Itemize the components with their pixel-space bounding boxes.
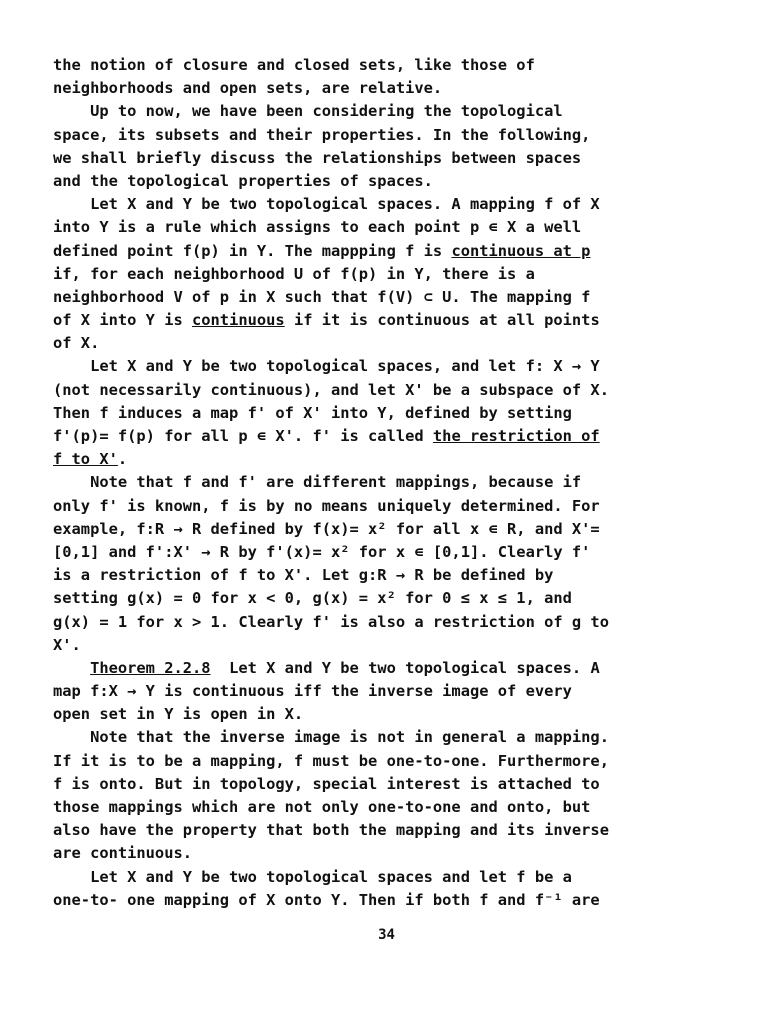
- text-line: [53, 240, 743, 263]
- text-line: [53, 611, 743, 634]
- text-line: [53, 309, 743, 332]
- text-segment: Up to now, we have been considering the topological: [53, 102, 563, 121]
- text-line: [53, 495, 743, 518]
- text-line: [53, 471, 743, 494]
- text-segment: of X into Y is: [53, 311, 192, 330]
- text-segment: [0,1] and f':X' → R by f'(x)= x² for x ∊ [0,1]. Clearly f': [53, 542, 591, 561]
- text-line: [53, 124, 743, 147]
- text-line: [53, 726, 743, 749]
- text-line: [53, 402, 743, 425]
- text-segment: and the topological properties of spaces.: [53, 171, 433, 190]
- text-line: [53, 796, 743, 819]
- text-line: [53, 77, 743, 100]
- text-segment: those mappings which are not only one-to-one and onto, but: [53, 798, 591, 816]
- underlined-term: continuous: [192, 311, 285, 330]
- text-segment: Note that f and f' are different mappings, because if: [53, 473, 582, 492]
- text-line: [53, 773, 743, 796]
- text-segment: (not necessarily continuous), and let X' be a subspace of X.: [53, 380, 609, 399]
- text-segment: the notion of closure and closed sets, like those of: [53, 56, 535, 74]
- text-segment: if it is continuous at all points: [284, 311, 600, 330]
- text-segment: Let X and Y be two topological spaces. A: [210, 658, 600, 677]
- text-segment: defined point f(p) in Y. The mappping f is: [53, 241, 452, 260]
- text-line: [53, 100, 743, 123]
- text-line: [53, 448, 743, 471]
- text-segment: Then f induces a map f' of X' into Y, defined by setting: [53, 403, 572, 422]
- text-line: [53, 332, 743, 355]
- text-segment: f is onto. But in topology, special interest is attached to: [53, 774, 600, 793]
- text-line: [53, 889, 743, 912]
- text-line: [53, 193, 743, 216]
- text-line: [53, 587, 743, 610]
- text-line: [53, 355, 743, 378]
- text-line: [53, 564, 743, 587]
- text-segment: neighborhood V of p in X such that f(V) ⊂ U. The mapping f: [53, 287, 591, 306]
- text-line: [53, 866, 743, 889]
- text-line: [53, 541, 743, 564]
- text-segment: are continuous.: [53, 844, 192, 863]
- text-line: [53, 170, 743, 193]
- text-line: [53, 819, 743, 842]
- text-line: [53, 750, 743, 773]
- underlined-term: Theorem 2.2.8: [90, 658, 211, 677]
- text-segment: is a restriction of f to X'. Let g:R → R be defined by: [53, 566, 554, 585]
- underlined-term: continuous at p: [451, 241, 591, 260]
- text-line: [53, 657, 743, 680]
- text-line: [53, 680, 743, 703]
- text-line: [53, 518, 743, 541]
- text-segment: Let X and Y be two topological spaces and let f be a: [53, 867, 572, 886]
- text-segment: space, its subsets and their properties. In the following,: [53, 125, 591, 144]
- text-segment: f'(p)= f(p) for all p ∊ X'. f' is called: [53, 427, 433, 445]
- text-line: [53, 216, 743, 239]
- text-line: [53, 703, 743, 726]
- text-segment: [53, 659, 90, 677]
- text-segment: g(x) = 1 for x > 1. Clearly f' is also a restriction of g to: [53, 612, 609, 631]
- underlined-term: f to X': [53, 450, 118, 469]
- text-line: [53, 54, 743, 77]
- text-segment: into Y is a rule which assigns to each point p ∊ X a well: [53, 218, 582, 237]
- text-line: [53, 263, 743, 286]
- text-segment: Let X and Y be two topological spaces, and let f: X → Y: [53, 357, 600, 376]
- text-segment: only f' is known, f is by no means uniquely determined. For: [53, 496, 600, 515]
- text-segment: Note that the inverse image is not in general a mapping.: [53, 728, 609, 747]
- text-line: [53, 842, 743, 865]
- text-segment: one-to- one mapping of X onto Y. Then if both f and f⁻¹ are: [53, 890, 600, 909]
- text-segment: also have the property that both the mapping and its inverse: [53, 821, 609, 840]
- text-line: [53, 147, 743, 170]
- text-segment: Let X and Y be two topological spaces. A mapping f of X: [53, 195, 600, 214]
- text-line: [53, 286, 743, 309]
- text-segment: X'.: [53, 635, 81, 654]
- text-segment: of X.: [53, 334, 100, 353]
- text-segment: setting g(x) = 0 for x < 0, g(x) = x² for 0 ≤ x ≤ 1, and: [53, 589, 572, 608]
- text-line: [53, 379, 743, 402]
- text-segment: .: [117, 450, 128, 469]
- text-segment: we shall briefly discuss the relationships between spaces: [53, 148, 582, 167]
- text-segment: open set in Y is open in X.: [53, 705, 304, 724]
- text-segment: if, for each neighborhood U of f(p) in Y, there is a: [53, 264, 535, 283]
- page-number: 34: [378, 927, 395, 943]
- text-segment: map f:X → Y is continuous iff the inverse image of every: [53, 682, 572, 701]
- text-segment: If it is to be a mapping, f must be one-to-one. Furthermore,: [53, 751, 609, 770]
- text-line: [53, 425, 743, 448]
- text-segment: example, f:R → R defined by f(x)= x² for all x ∊ R, and X'=: [53, 519, 600, 538]
- page-body: [53, 54, 743, 912]
- text-line: [53, 634, 743, 657]
- underlined-term: the restriction of: [432, 427, 600, 445]
- text-segment: neighborhoods and open sets, are relative.: [53, 79, 443, 98]
